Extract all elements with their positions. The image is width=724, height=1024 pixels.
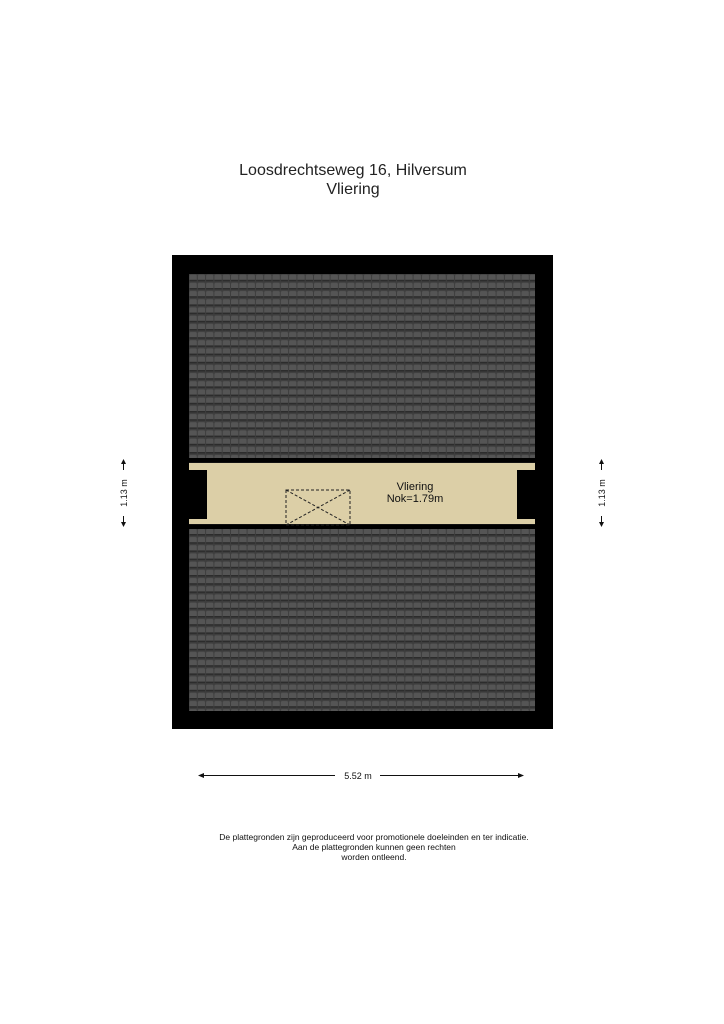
disclaimer-line-3: worden ontleend. xyxy=(341,852,407,862)
bottom-dimension-label: 5.52 m xyxy=(344,771,372,781)
floor-name-title: Vliering xyxy=(326,181,380,198)
wall-block-left xyxy=(189,470,207,519)
right-dimension-line xyxy=(597,459,607,527)
plan-address-title: Loosdrechtseweg 16, Hilversum xyxy=(239,162,467,179)
left-dimension-line xyxy=(119,459,129,527)
roof-slope-bottom xyxy=(189,529,535,711)
disclaimer-line-2: Aan de plattegronden kunnen geen rechten xyxy=(292,842,456,852)
room-name-label: Vliering xyxy=(396,481,434,493)
bottom-dimension-line xyxy=(198,771,524,781)
ridge-height-label: Nok=1.79m xyxy=(386,493,444,505)
wall-block-right xyxy=(517,470,535,519)
roof-slope-top xyxy=(189,274,535,458)
disclaimer-line-1: De plattegronden zijn geproduceerd voor promotionele doeleinden en ter indicatie. xyxy=(219,832,529,842)
right-dimension-label: 1.13 m xyxy=(597,479,607,507)
left-dimension-label: 1.13 m xyxy=(119,479,129,507)
attic-floor xyxy=(189,462,535,525)
